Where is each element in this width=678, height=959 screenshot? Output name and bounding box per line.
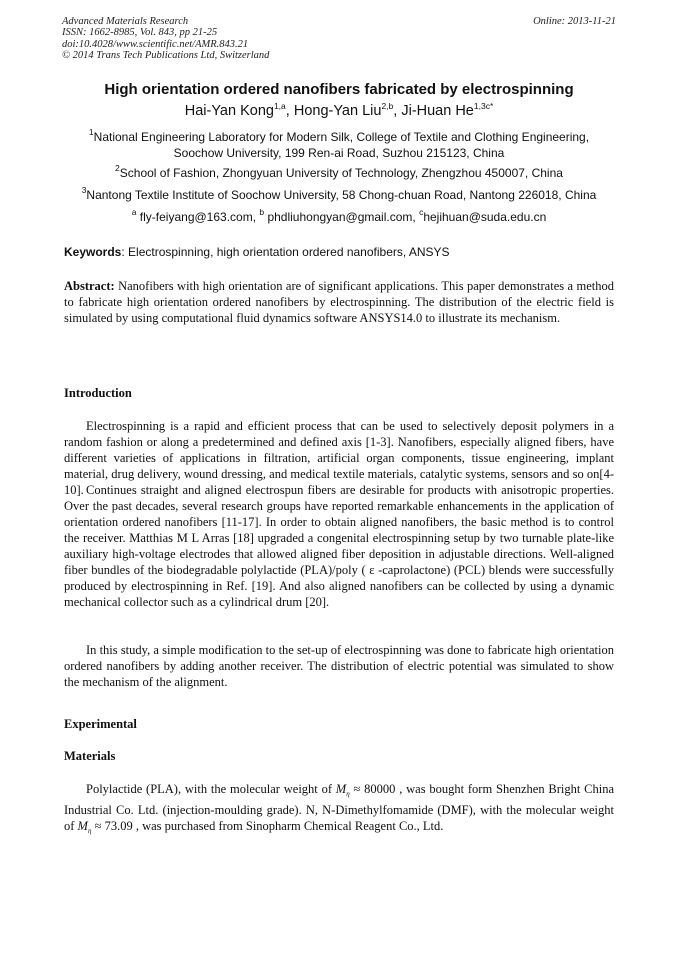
email-a[interactable]: fly-feiyang@163.com, [139,210,257,224]
affiliation-2 [40,165,638,181]
molecular-weight-value: ≈ 73.09 [91,819,133,833]
affiliation-text-line2: Soochow University, 199 Ren-ai Road, Suzhou 215123, China [173,146,505,160]
author-sup: 1,a [273,101,286,111]
affiliation-sup: 3 [81,185,87,195]
molecular-weight-sub: η [87,827,92,835]
materials-text: Polylactide (PLA), with the molecular weight of [86,782,336,796]
doi-line: doi:10.4028/www.scientific.net/AMR.843.21 [62,38,249,50]
materials-text: , was bought form Shenzhen Bright China Industrial Co. Ltd. (injection-moulding grade). N, N-Dimethylfomamide (DMF), with the molecular weight of [64,782,614,833]
molecular-weight-sub: η [346,790,350,798]
molecular-weight-symbol: M [77,819,88,833]
issn-line: ISSN: 1662-8985, Vol. 843, pp 21-25 [62,27,218,39]
affiliation-1 [40,129,638,161]
author-name: Hong-Yan Liu [293,103,382,119]
affiliation-text: National Engineering Laboratory for Modern Silk, College of Textile and Clothing Engineering, [93,130,590,144]
email-line [40,209,638,225]
intro-paragraph-1: Electrospinning is a rapid and efficient process that can be used to selectively deposit polymers in a random fashion or along a predetermined and defined axis [1-3]. Nanofibers, especially aligned fibers, have different varieties of applications in filtration, artificial organ components, tissue engineering, implant material, drug delivery, wound dressing, and medical textile materials, catalytic systems, sensors and so on[4-10]. [64,419,614,497]
affiliation-text: Nantong Textile Institute of Soochow University, 58 Chong-chuan Road, Nantong 226018, China [86,188,597,202]
email-c[interactable]: hejihuan@suda.edu.cn [423,210,547,224]
author-list: Hai-Yan Kong$^{1,a}$, Hong-Yan Liu$^{2,b}$, Ji-Huan $He^{1,3c*}$ [184,101,494,119]
affiliation-3 [40,187,638,203]
intro-paragraph-3: In this study, a simple modification to the set-up of electrospinning was done to fabricate high orientation ordered nanofibers by adding another receiver. The distribution of electric potential was simulated to show the mechanism of the alignment. [64,643,614,689]
molecular-weight-symbol: M [335,782,347,796]
email-sup: b [259,207,265,217]
affiliation-sup: 1 [88,127,94,137]
email-sup: a [131,207,137,217]
journal-name: Advanced Materials Research [62,16,189,27]
section-heading-introduction: Introduction [64,386,132,400]
section-heading-experimental: Experimental [64,717,137,731]
email-b[interactable]: phdliuhongyan@gmail.com, [267,210,416,224]
author-sup: 2,b [381,101,394,111]
online-date: Online: 2013-11-21 [533,16,616,27]
affiliation-sup: 2 [115,163,120,173]
author-sup: 1,3c* [473,101,494,111]
keywords-line [64,245,614,259]
journal-header [62,16,616,62]
abstract-label: Abstract: [64,279,115,293]
author-name: Hai-Yan Kong [184,103,274,119]
abstract-text: Nanofibers with high orientation are of significant applications. This paper demonstrates a method to fabricate high orientation ordered nanofibers by electrospinning. The distribution of the electric field is simulated by using computational fluid dynamics software ANSYS14.0 to illustrate its mechanism. [64,279,614,325]
affiliation-text: School of Fashion, Zhongyuan University of Technology, Zhengzhou 450007, China [119,166,563,180]
keywords-label: Keywords [64,245,122,259]
subsection-heading-materials: Materials [64,749,116,763]
paper-title: High orientation ordered nanofibers fabricated by electrospinning [104,81,574,98]
molecular-weight-value: ≈ 80000 [349,782,396,796]
keywords-text: : Electrospinning, high orientation ordered nanofibers, ANSYS [121,245,450,259]
materials-paragraph [64,781,614,839]
intro-paragraph-2: Continues straight and aligned electrospun fibers are desirable for products with anisotropic properties. Over the past decades, several research groups have reported remarkable enhancements in the application of orientation ordered nanofibers [11-17]. In order to obtain aligned nanofibers, the basic method is to control the receiver. Matthias M L Arras [18] upgraded a congenital electrospinning setup by two turnable plate-like auxiliary high-voltage electrodes that allowed aligned fiber deposition in adjustable directions. Well-aligned fiber bundles of the biodegradable polylactide (PLA)/poly ( ε -caprolactone) (PCL) blends were successfully produced by electrospinning in Ref. [19]. And also aligned nanofibers can be collected by using a dynamic mechanical collector such as a cylindrical drum [20]. [64,483,614,609]
email-sup: c [419,207,424,217]
abstract [64,278,614,326]
copyright-line: © 2014 Trans Tech Publications Ltd, Switzerland [62,50,270,62]
materials-text: , was purchased from Sinopharm Chemical Reagent Co., Ltd. [132,819,444,833]
author-name: Ji-Huan He [401,103,474,119]
